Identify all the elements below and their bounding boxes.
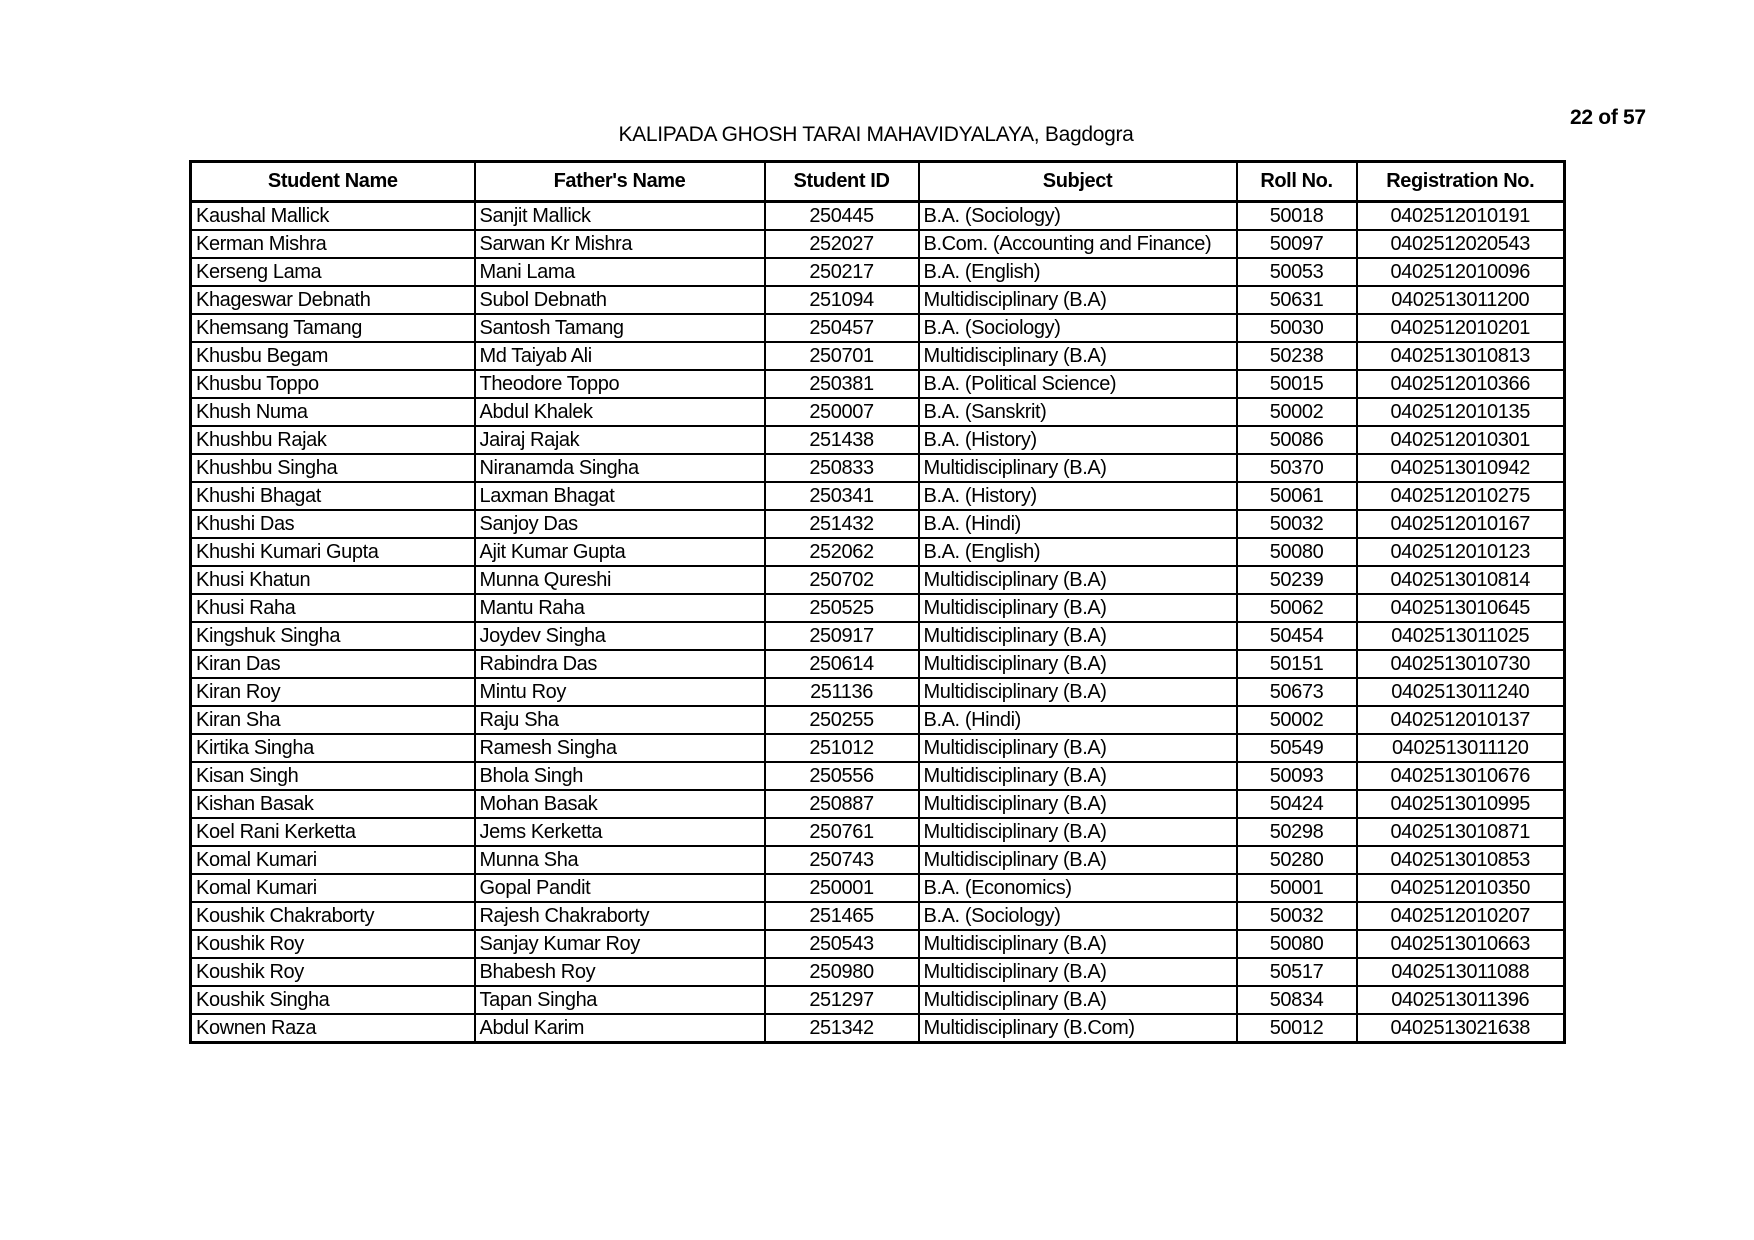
cell-roll-no: 50097 <box>1237 230 1357 258</box>
cell-student-name: Khush Numa <box>191 398 475 426</box>
cell-fathers-name: Munna Sha <box>475 846 765 874</box>
cell-student-id: 250001 <box>765 874 919 902</box>
cell-student-id: 250445 <box>765 202 919 231</box>
cell-student-name: Kirtika Singha <box>191 734 475 762</box>
cell-fathers-name: Mohan Basak <box>475 790 765 818</box>
cell-roll-no: 50030 <box>1237 314 1357 342</box>
cell-fathers-name: Sanjit Mallick <box>475 202 765 231</box>
cell-subject: Multidisciplinary (B.A) <box>919 622 1237 650</box>
cell-registration-no: 0402512010275 <box>1357 482 1565 510</box>
cell-registration-no: 0402512010350 <box>1357 874 1565 902</box>
cell-fathers-name: Gopal Pandit <box>475 874 765 902</box>
table-row <box>191 986 1565 1014</box>
cell-subject: Multidisciplinary (B.A) <box>919 454 1237 482</box>
cell-subject: B.A. (Sociology) <box>919 314 1237 342</box>
table-row <box>191 930 1565 958</box>
cell-fathers-name: Rabindra Das <box>475 650 765 678</box>
table-row <box>191 678 1565 706</box>
cell-student-name: Khusi Raha <box>191 594 475 622</box>
cell-roll-no: 50370 <box>1237 454 1357 482</box>
cell-subject: B.A. (Hindi) <box>919 706 1237 734</box>
cell-subject: Multidisciplinary (B.A) <box>919 342 1237 370</box>
cell-subject: Multidisciplinary (B.A) <box>919 986 1237 1014</box>
table-row <box>191 902 1565 930</box>
cell-student-id: 251136 <box>765 678 919 706</box>
cell-registration-no: 0402512010366 <box>1357 370 1565 398</box>
cell-registration-no: 0402513010942 <box>1357 454 1565 482</box>
cell-registration-no: 0402513011025 <box>1357 622 1565 650</box>
cell-registration-no: 0402513010663 <box>1357 930 1565 958</box>
cell-fathers-name: Ajit Kumar Gupta <box>475 538 765 566</box>
cell-registration-no: 0402512010167 <box>1357 510 1565 538</box>
cell-registration-no: 0402513011200 <box>1357 286 1565 314</box>
cell-fathers-name: Tapan Singha <box>475 986 765 1014</box>
cell-student-name: Kishan Basak <box>191 790 475 818</box>
cell-subject: B.Com. (Accounting and Finance) <box>919 230 1237 258</box>
cell-student-name: Kownen Raza <box>191 1014 475 1043</box>
cell-subject: Multidisciplinary (B.A) <box>919 818 1237 846</box>
cell-student-id: 250743 <box>765 846 919 874</box>
cell-student-name: Khusbu Toppo <box>191 370 475 398</box>
cell-student-name: Khushi Kumari Gupta <box>191 538 475 566</box>
cell-fathers-name: Jems Kerketta <box>475 818 765 846</box>
cell-fathers-name: Md Taiyab Ali <box>475 342 765 370</box>
cell-roll-no: 50631 <box>1237 286 1357 314</box>
cell-subject: B.A. (History) <box>919 482 1237 510</box>
cell-student-name: Khemsang Tamang <box>191 314 475 342</box>
cell-student-id: 251297 <box>765 986 919 1014</box>
cell-roll-no: 50012 <box>1237 1014 1357 1043</box>
cell-registration-no: 0402512010207 <box>1357 902 1565 930</box>
cell-subject: Multidisciplinary (B.A) <box>919 650 1237 678</box>
cell-subject: B.A. (Sociology) <box>919 202 1237 231</box>
cell-roll-no: 50454 <box>1237 622 1357 650</box>
cell-subject: Multidisciplinary (B.A) <box>919 594 1237 622</box>
cell-registration-no: 0402513011120 <box>1357 734 1565 762</box>
cell-roll-no: 50032 <box>1237 510 1357 538</box>
cell-subject: Multidisciplinary (B.A) <box>919 790 1237 818</box>
cell-student-name: Kiran Das <box>191 650 475 678</box>
table-row <box>191 566 1565 594</box>
table-row <box>191 1014 1565 1043</box>
cell-student-id: 250457 <box>765 314 919 342</box>
cell-student-name: Khushi Das <box>191 510 475 538</box>
cell-student-name: Komal Kumari <box>191 874 475 902</box>
cell-student-id: 252027 <box>765 230 919 258</box>
cell-student-id: 251342 <box>765 1014 919 1043</box>
cell-student-id: 251438 <box>765 426 919 454</box>
cell-subject: Multidisciplinary (B.A) <box>919 930 1237 958</box>
table-row <box>191 958 1565 986</box>
cell-roll-no: 50673 <box>1237 678 1357 706</box>
cell-fathers-name: Sanjoy Das <box>475 510 765 538</box>
cell-subject: B.A. (Sociology) <box>919 902 1237 930</box>
cell-registration-no: 0402513011396 <box>1357 986 1565 1014</box>
cell-fathers-name: Mintu Roy <box>475 678 765 706</box>
cell-student-id: 250525 <box>765 594 919 622</box>
cell-student-name: Kingshuk Singha <box>191 622 475 650</box>
cell-subject: Multidisciplinary (B.A) <box>919 846 1237 874</box>
page-number: 22 of 57 <box>1570 106 1646 129</box>
table-row <box>191 454 1565 482</box>
cell-roll-no: 50018 <box>1237 202 1357 231</box>
cell-fathers-name: Niranamda Singha <box>475 454 765 482</box>
cell-student-id: 251012 <box>765 734 919 762</box>
cell-roll-no: 50053 <box>1237 258 1357 286</box>
cell-student-id: 250556 <box>765 762 919 790</box>
document-title: KALIPADA GHOSH TARAI MAHAVIDYALAYA, Bagdogra <box>618 123 1134 146</box>
cell-roll-no: 50517 <box>1237 958 1357 986</box>
cell-student-name: Koushik Chakraborty <box>191 902 475 930</box>
cell-student-name: Koushik Singha <box>191 986 475 1014</box>
cell-fathers-name: Theodore Toppo <box>475 370 765 398</box>
cell-fathers-name: Sanjay Kumar Roy <box>475 930 765 958</box>
cell-student-name: Khusi Khatun <box>191 566 475 594</box>
cell-registration-no: 0402512010137 <box>1357 706 1565 734</box>
cell-fathers-name: Mani Lama <box>475 258 765 286</box>
table-row <box>191 258 1565 286</box>
cell-subject: B.A. (English) <box>919 258 1237 286</box>
cell-student-name: Khushbu Singha <box>191 454 475 482</box>
table-row <box>191 202 1565 231</box>
cell-subject: B.A. (Economics) <box>919 874 1237 902</box>
cell-subject: B.A. (Political Science) <box>919 370 1237 398</box>
cell-student-id: 250980 <box>765 958 919 986</box>
cell-student-id: 251465 <box>765 902 919 930</box>
cell-registration-no: 0402513010853 <box>1357 846 1565 874</box>
cell-registration-no: 0402513011240 <box>1357 678 1565 706</box>
table-row <box>191 762 1565 790</box>
cell-student-name: Kaushal Mallick <box>191 202 475 231</box>
cell-student-id: 250543 <box>765 930 919 958</box>
header-roll-no: Roll No. <box>1237 162 1357 202</box>
table-row <box>191 482 1565 510</box>
cell-student-id: 250917 <box>765 622 919 650</box>
cell-fathers-name: Santosh Tamang <box>475 314 765 342</box>
cell-roll-no: 50834 <box>1237 986 1357 1014</box>
table-row <box>191 370 1565 398</box>
table-row <box>191 790 1565 818</box>
cell-roll-no: 50151 <box>1237 650 1357 678</box>
cell-roll-no: 50086 <box>1237 426 1357 454</box>
cell-roll-no: 50280 <box>1237 846 1357 874</box>
cell-fathers-name: Laxman Bhagat <box>475 482 765 510</box>
cell-roll-no: 50239 <box>1237 566 1357 594</box>
table-row <box>191 874 1565 902</box>
table-header-row <box>191 162 1565 202</box>
cell-registration-no: 0402513010871 <box>1357 818 1565 846</box>
cell-student-name: Komal Kumari <box>191 846 475 874</box>
table-row <box>191 314 1565 342</box>
cell-student-name: Kiran Sha <box>191 706 475 734</box>
table-row <box>191 734 1565 762</box>
cell-student-id: 250887 <box>765 790 919 818</box>
cell-student-name: Kiran Roy <box>191 678 475 706</box>
cell-roll-no: 50238 <box>1237 342 1357 370</box>
cell-roll-no: 50015 <box>1237 370 1357 398</box>
cell-subject: B.A. (History) <box>919 426 1237 454</box>
student-roster-table <box>189 160 1566 1044</box>
cell-student-id: 251094 <box>765 286 919 314</box>
cell-student-id: 250833 <box>765 454 919 482</box>
cell-student-id: 250381 <box>765 370 919 398</box>
cell-registration-no: 0402513010813 <box>1357 342 1565 370</box>
cell-fathers-name: Rajesh Chakraborty <box>475 902 765 930</box>
cell-registration-no: 0402512010201 <box>1357 314 1565 342</box>
cell-fathers-name: Raju Sha <box>475 706 765 734</box>
cell-registration-no: 0402513010645 <box>1357 594 1565 622</box>
cell-fathers-name: Subol Debnath <box>475 286 765 314</box>
table-row <box>191 650 1565 678</box>
cell-fathers-name: Ramesh Singha <box>475 734 765 762</box>
cell-student-name: Khusbu Begam <box>191 342 475 370</box>
cell-subject: Multidisciplinary (B.A) <box>919 678 1237 706</box>
cell-subject: B.A. (English) <box>919 538 1237 566</box>
cell-registration-no: 0402512010135 <box>1357 398 1565 426</box>
header-student-name: Student Name <box>191 162 475 202</box>
cell-student-id: 250255 <box>765 706 919 734</box>
cell-student-name: Koushik Roy <box>191 958 475 986</box>
table-row <box>191 510 1565 538</box>
table-row <box>191 846 1565 874</box>
cell-student-name: Khushbu Rajak <box>191 426 475 454</box>
cell-subject: Multidisciplinary (B.A) <box>919 958 1237 986</box>
cell-roll-no: 50549 <box>1237 734 1357 762</box>
cell-roll-no: 50032 <box>1237 902 1357 930</box>
cell-registration-no: 0402513010814 <box>1357 566 1565 594</box>
cell-fathers-name: Joydev Singha <box>475 622 765 650</box>
cell-student-name: Khageswar Debnath <box>191 286 475 314</box>
cell-student-id: 252062 <box>765 538 919 566</box>
header-fathers-name: Father's Name <box>475 162 765 202</box>
header-subject: Subject <box>919 162 1237 202</box>
table-row <box>191 706 1565 734</box>
cell-fathers-name: Mantu Raha <box>475 594 765 622</box>
table-row <box>191 818 1565 846</box>
cell-student-id: 251432 <box>765 510 919 538</box>
cell-roll-no: 50298 <box>1237 818 1357 846</box>
cell-registration-no: 0402512020543 <box>1357 230 1565 258</box>
cell-subject: B.A. (Hindi) <box>919 510 1237 538</box>
cell-student-name: Koel Rani Kerketta <box>191 818 475 846</box>
table-row <box>191 286 1565 314</box>
cell-subject: Multidisciplinary (B.A) <box>919 734 1237 762</box>
cell-student-name: Khushi Bhagat <box>191 482 475 510</box>
cell-subject: Multidisciplinary (B.A) <box>919 762 1237 790</box>
cell-registration-no: 0402512010191 <box>1357 202 1565 231</box>
cell-roll-no: 50002 <box>1237 706 1357 734</box>
cell-registration-no: 0402513011088 <box>1357 958 1565 986</box>
cell-student-id: 250702 <box>765 566 919 594</box>
cell-fathers-name: Abdul Karim <box>475 1014 765 1043</box>
cell-fathers-name: Bhola Singh <box>475 762 765 790</box>
cell-student-name: Kisan Singh <box>191 762 475 790</box>
cell-fathers-name: Sarwan Kr Mishra <box>475 230 765 258</box>
table-row <box>191 342 1565 370</box>
cell-registration-no: 0402513010676 <box>1357 762 1565 790</box>
cell-student-name: Kerman Mishra <box>191 230 475 258</box>
cell-student-name: Kerseng Lama <box>191 258 475 286</box>
cell-subject: B.A. (Sanskrit) <box>919 398 1237 426</box>
cell-student-id: 250007 <box>765 398 919 426</box>
cell-student-id: 250761 <box>765 818 919 846</box>
cell-registration-no: 0402513021638 <box>1357 1014 1565 1043</box>
header-student-id: Student ID <box>765 162 919 202</box>
cell-roll-no: 50080 <box>1237 538 1357 566</box>
cell-fathers-name: Abdul Khalek <box>475 398 765 426</box>
cell-roll-no: 50424 <box>1237 790 1357 818</box>
cell-student-id: 250614 <box>765 650 919 678</box>
table-row <box>191 622 1565 650</box>
cell-fathers-name: Jairaj Rajak <box>475 426 765 454</box>
cell-subject: Multidisciplinary (B.A) <box>919 286 1237 314</box>
cell-roll-no: 50061 <box>1237 482 1357 510</box>
table-row <box>191 398 1565 426</box>
table-row <box>191 538 1565 566</box>
cell-student-id: 250217 <box>765 258 919 286</box>
table-row <box>191 230 1565 258</box>
cell-subject: Multidisciplinary (B.Com) <box>919 1014 1237 1043</box>
table-row <box>191 426 1565 454</box>
cell-registration-no: 0402512010123 <box>1357 538 1565 566</box>
cell-roll-no: 50002 <box>1237 398 1357 426</box>
cell-student-id: 250701 <box>765 342 919 370</box>
cell-roll-no: 50080 <box>1237 930 1357 958</box>
cell-roll-no: 50093 <box>1237 762 1357 790</box>
cell-registration-no: 0402512010096 <box>1357 258 1565 286</box>
cell-roll-no: 50001 <box>1237 874 1357 902</box>
cell-student-id: 250341 <box>765 482 919 510</box>
header-registration-no: Registration No. <box>1357 162 1565 202</box>
cell-fathers-name: Munna Qureshi <box>475 566 765 594</box>
cell-subject: Multidisciplinary (B.A) <box>919 566 1237 594</box>
cell-registration-no: 0402513010995 <box>1357 790 1565 818</box>
cell-registration-no: 0402512010301 <box>1357 426 1565 454</box>
cell-registration-no: 0402513010730 <box>1357 650 1565 678</box>
cell-student-name: Koushik Roy <box>191 930 475 958</box>
table-row <box>191 594 1565 622</box>
cell-fathers-name: Bhabesh Roy <box>475 958 765 986</box>
cell-roll-no: 50062 <box>1237 594 1357 622</box>
